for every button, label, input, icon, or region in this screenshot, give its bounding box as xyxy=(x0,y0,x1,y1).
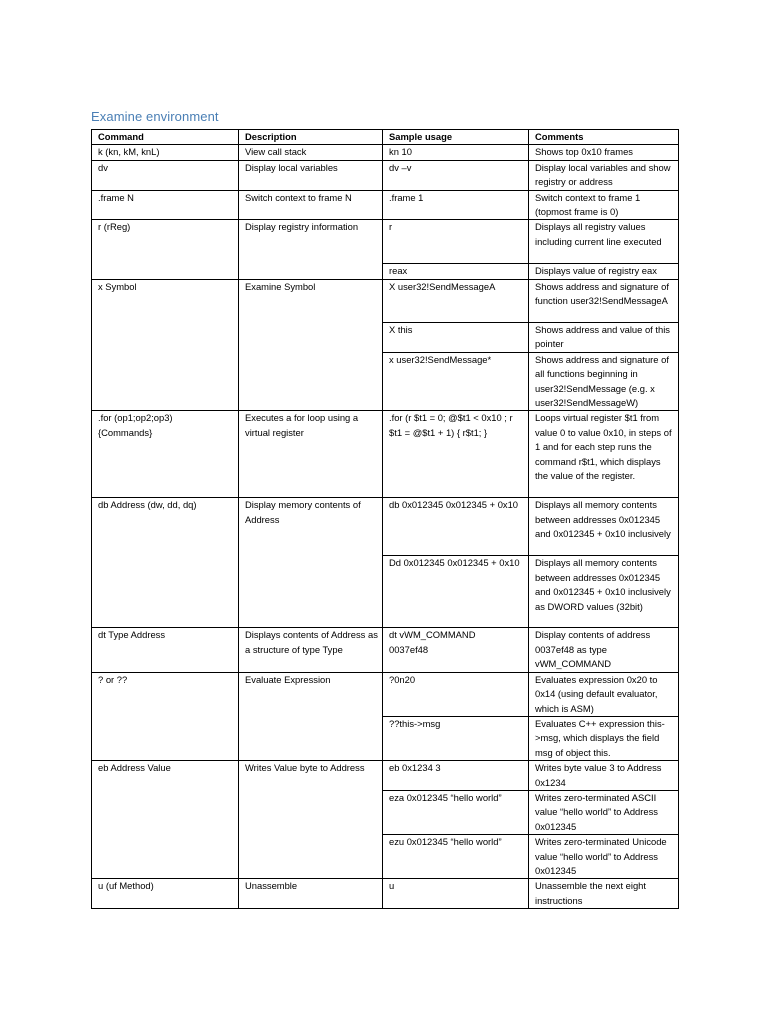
description-cell: Writes Value byte to Address xyxy=(239,761,383,879)
table-row xyxy=(92,628,679,672)
sample-usage-cell: kn 10 xyxy=(383,145,529,160)
description-cell: Evaluate Expression xyxy=(239,672,383,760)
sample-usage-cell: x user32!SendMessage* xyxy=(383,352,529,411)
comment-cell: Writes zero-terminated ASCII value “hello world” to Address 0x012345 xyxy=(529,790,679,834)
table-row xyxy=(92,879,679,909)
description-cell: Switch context to frame N xyxy=(239,190,383,220)
sample-usage-cell: eb 0x1234 3 xyxy=(383,761,529,791)
header-comments: Comments xyxy=(529,130,679,145)
comment-cell: Displays value of registry eax xyxy=(529,264,679,279)
table-body xyxy=(92,145,679,909)
table-row xyxy=(92,220,679,264)
table-row xyxy=(92,279,679,322)
command-cell: eb Address Value xyxy=(92,761,239,879)
table-row xyxy=(92,411,679,498)
sample-usage-cell: eza 0x012345 “hello world” xyxy=(383,790,529,834)
description-cell: Examine Symbol xyxy=(239,279,383,411)
table-row xyxy=(92,145,679,160)
command-cell: .for (op1;op2;op3) {Commands} xyxy=(92,411,239,498)
sample-usage-cell: X user32!SendMessageA xyxy=(383,279,529,322)
command-cell: x Symbol xyxy=(92,279,239,411)
table-row xyxy=(92,190,679,220)
description-cell: Executes a for loop using a virtual register xyxy=(239,411,383,498)
comment-cell: Shows address and signature of all functions beginning in user32!SendMessage (e.g. x user32!SendMessageW) xyxy=(529,352,679,411)
description-cell: Displays contents of Address as a structure of type Type xyxy=(239,628,383,672)
comment-cell: Unassemble the next eight instructions xyxy=(529,879,679,909)
sample-usage-cell: ezu 0x012345 “hello world” xyxy=(383,835,529,879)
comment-cell: Loops virtual register $t1 from value 0 to value 0x10, in steps of 1 and for each step runs the command r$t1, which displays the value of the register. xyxy=(529,411,679,498)
command-table xyxy=(91,129,679,909)
comment-cell: Shows top 0x10 frames xyxy=(529,145,679,160)
sample-usage-cell: ??this->msg xyxy=(383,716,529,760)
header-command: Command xyxy=(92,130,239,145)
header-row xyxy=(92,130,679,145)
description-cell: Display local variables xyxy=(239,160,383,190)
sample-usage-cell: db 0x012345 0x012345 + 0x10 xyxy=(383,498,529,556)
sample-usage-cell: dv –v xyxy=(383,160,529,190)
comment-cell: Displays all memory contents between addresses 0x012345 and 0x012345 + 0x10 inclusively xyxy=(529,498,679,556)
command-cell: u (uf Method) xyxy=(92,879,239,909)
section-title: Examine environment xyxy=(91,109,219,124)
command-cell: k (kn, kM, knL) xyxy=(92,145,239,160)
comment-cell: Writes byte value 3 to Address 0x1234 xyxy=(529,761,679,791)
command-cell: db Address (dw, dd, dq) xyxy=(92,498,239,628)
description-cell: Display memory contents of Address xyxy=(239,498,383,628)
table-row xyxy=(92,761,679,791)
sample-usage-cell: r xyxy=(383,220,529,264)
sample-usage-cell: .frame 1 xyxy=(383,190,529,220)
comment-cell: Display contents of address 0037ef48 as type vWM_COMMAND xyxy=(529,628,679,672)
sample-usage-cell: Dd 0x012345 0x012345 + 0x10 xyxy=(383,556,529,628)
sample-usage-cell: .for (r $t1 = 0; @$t1 < 0x10 ; r $t1 = @$t1 + 1) { r$t1; } xyxy=(383,411,529,498)
sample-usage-cell: u xyxy=(383,879,529,909)
command-cell: r (rReg) xyxy=(92,220,239,279)
table-row xyxy=(92,498,679,556)
comment-cell: Displays all memory contents between addresses 0x012345 and 0x012345 + 0x10 inclusively as DWORD values (32bit) xyxy=(529,556,679,628)
comment-cell: Evaluates C++ expression this->msg, which displays the field msg of object this. xyxy=(529,716,679,760)
table-header xyxy=(92,130,679,145)
header-description: Description xyxy=(239,130,383,145)
description-cell: Display registry information xyxy=(239,220,383,279)
sample-usage-cell: ?0n20 xyxy=(383,672,529,716)
command-cell: dv xyxy=(92,160,239,190)
comment-cell: Writes zero-terminated Unicode value “hello world” to Address 0x012345 xyxy=(529,835,679,879)
table-row xyxy=(92,160,679,190)
description-cell: Unassemble xyxy=(239,879,383,909)
header-sample-usage: Sample usage xyxy=(383,130,529,145)
sample-usage-cell: dt vWM_COMMAND 0037ef48 xyxy=(383,628,529,672)
comment-cell: Evaluates expression 0x20 to 0x14 (using default evaluator, which is ASM) xyxy=(529,672,679,716)
sample-usage-cell: reax xyxy=(383,264,529,279)
description-cell: View call stack xyxy=(239,145,383,160)
comment-cell: Shows address and signature of function user32!SendMessageA xyxy=(529,279,679,322)
comment-cell: Shows address and value of this pointer xyxy=(529,322,679,352)
command-cell: dt Type Address xyxy=(92,628,239,672)
command-cell: .frame N xyxy=(92,190,239,220)
comment-cell: Switch context to frame 1 (topmost frame is 0) xyxy=(529,190,679,220)
command-cell: ? or ?? xyxy=(92,672,239,760)
comment-cell: Display local variables and show registry or address xyxy=(529,160,679,190)
comment-cell: Displays all registry values including current line executed xyxy=(529,220,679,264)
table-row xyxy=(92,672,679,716)
sample-usage-cell: X this xyxy=(383,322,529,352)
